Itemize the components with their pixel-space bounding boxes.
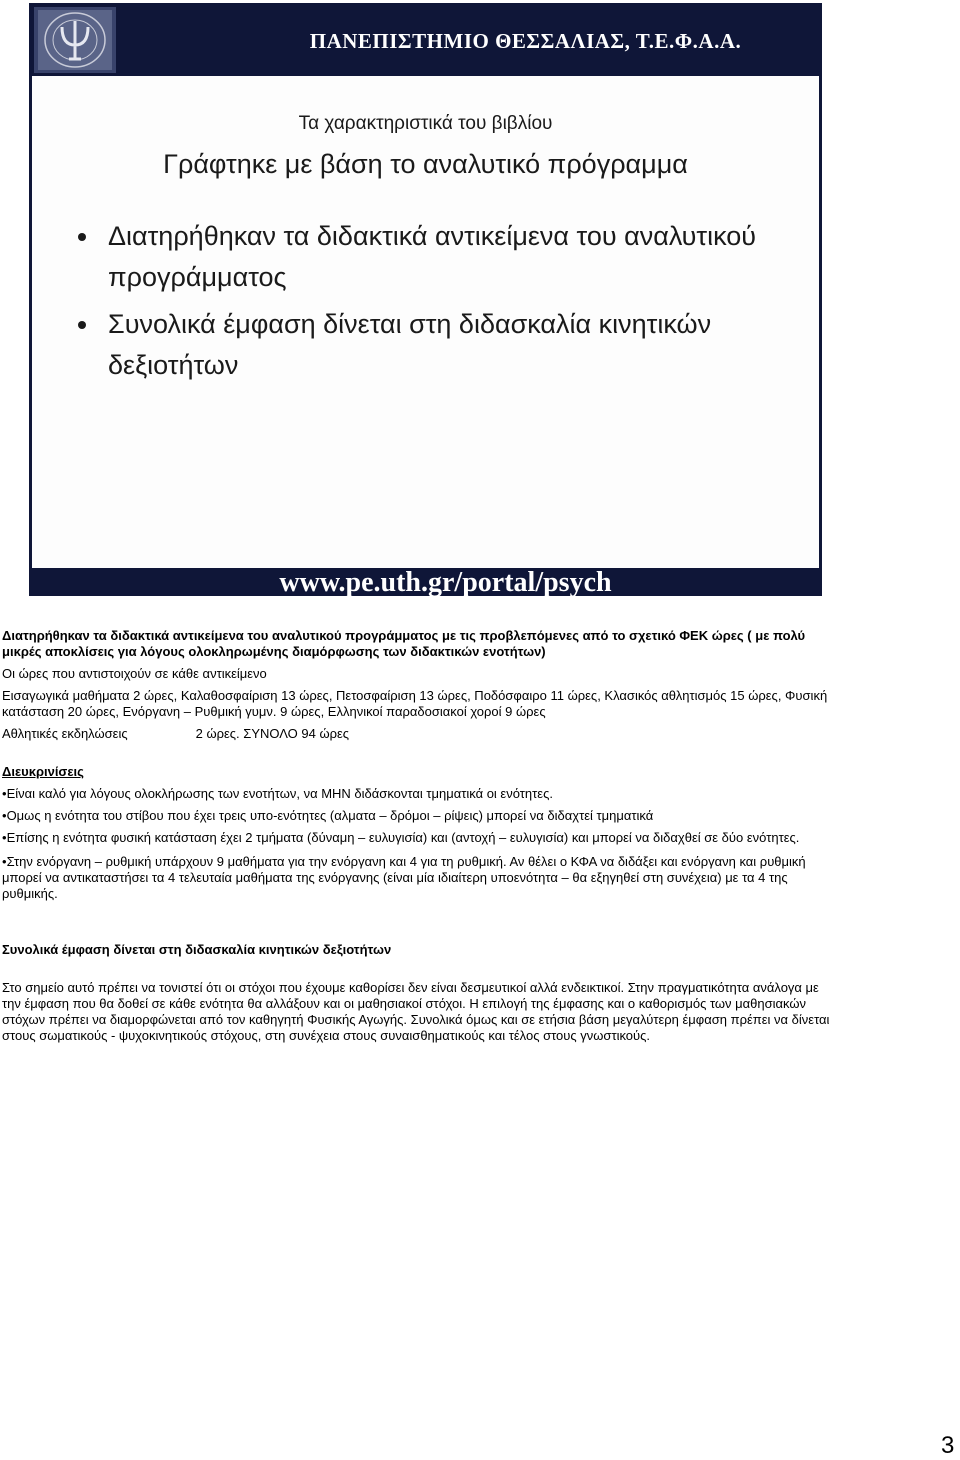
slide-subtitle: Τα χαρακτηριστικά του βιβλίου <box>298 113 553 134</box>
slide-bullet <box>78 304 798 386</box>
university-logo-icon <box>34 7 116 73</box>
slide-body <box>32 76 819 568</box>
slide-footer <box>29 567 822 599</box>
slide-header-title: ΠΑΝΕΠΙΣΤΗΜΙΟ ΘΕΣΣΑΛΙΑΣ, Τ.Ε.Φ.Α.Α. <box>309 29 742 53</box>
notes-intro: Διατηρήθηκαν τα διδακτικά αντικείμενα του αναλυτικού προγράμματος με τις προβλεπόμενες από το σχετικό ΦΕΚ ώρες ( με πολύ μικρές αποκλίσεις για λόγους ολοκληρωμένης διαμόρφωσης των διδακτικών ενοτήτων) <box>2 628 806 659</box>
notes-emphasis-title: Συνολικά έμφαση δίνεται στη διδασκαλία κινητικών δεξιοτήτων <box>2 942 392 957</box>
notes-clarifications-title: Διευκρινίσεις <box>2 764 84 779</box>
notes-hours-line: Οι ώρες που αντιστοιχούν σε κάθε αντικείμενο <box>2 666 267 681</box>
notes-events-hours: 2 ώρες. ΣΥΝΟΛΟ 94 ώρες <box>195 726 350 741</box>
notes-emphasis-text: Στο σημείο αυτό πρέπει να τονιστεί ότι οι στόχοι που έχουμε καθορίσει δεν είναι δεσμευτικοί αλλά ενδεικτικοί. Στην πραγματικότητα ανάλογα με την έμφαση που θα δοθεί σε κάθε ενότητα θα αλλάξουν και οι μαθησιακοί στόχοι. Η επιλογή της έμφασης και ο καθορισμός των μαθησιακών στόχων πρέπει να διαμορφώνεται από τον καθηγητή Φυσικής Αγωγής. Συνολικά όμως και σε ετήσια βάση μεγαλύτερη έμφαση πρέπει να δίνεται στους σωματικούς - ψυχοκινητικούς στόχους, στη συνέχεια στους συναισθηματικούς και τέλος στους γνωστικούς. <box>2 980 830 1043</box>
slide-frame <box>29 3 822 596</box>
page-number: 3 <box>941 1432 955 1459</box>
notes-clarification-item: • Στην ενόργανη – ρυθμική υπάρχουν 9 μαθήματα για την ενόργανη και 4 για τη ρυθμική. Αν θέλει ο ΚΦΑ να διδάξει και ενόργανη και ρυθμική μπορεί να αντικαταστήσει τα 4 τελευταία μαθήματα της ενόργανης (είναι μία ιδιαίτερη υποενότητα – θα εξηγηθεί στη συνέχεια) με τα 4 της ρυθμικής. <box>2 854 832 902</box>
notes-clarification-item: • Είναι καλό για λόγους ολοκλήρωσης των ενοτήτων, να ΜΗΝ διδάσκονται τμηματικά οι ενότητες. <box>2 786 832 802</box>
slide-bullet-text: Συνολικά έμφαση δίνεται στη διδασκαλία κινητικών δεξιοτήτων <box>108 309 712 380</box>
bullet-icon <box>78 233 86 241</box>
notes-clarification-item: • Ομως η ενότητα του στίβου που έχει τρεις υπο-ενότητες (αλματα – δρόμοι – ρίψεις) μπορεί να διδαχτεί τμηματικά <box>2 808 832 824</box>
slide-header <box>29 3 822 76</box>
slide-bullet-list <box>78 216 798 392</box>
slide-heading: Γράφτηκε με βάση το αναλυτικό πρόγραμμα <box>163 149 688 179</box>
slide-bullet-text: Διατηρήθηκαν τα διδακτικά αντικείμενα του αναλυτικού προγράμματος <box>108 221 757 292</box>
notes-subjects: Εισαγωγικά μαθήματα 2 ώρες, Καλαθοσφαίριση 13 ώρες, Πετοσφαίριση 13 ώρες, Ποδόσφαιρο 11 ώρες, Κλασικός αθλητισμός 15 ώρες, Φυσική κατάσταση 20 ώρες, Ενόργανη – Ρυθμική γυμν. 9 ώρες, Ελληνικοί παραδοσιακοί χοροί 9 ώρες <box>2 688 828 719</box>
slide-bullet <box>78 216 798 298</box>
notes-events-label: Αθλητικές εκδηλώσεις <box>2 726 128 741</box>
notes-clarification-item: • Επίσης η ενότητα φυσική κατάσταση έχει 2 τμήματα (δύναμη – ευλυγισία) και (αντοχή – ευλυγισία) και μπορεί να διδαχθεί σε δύο ενότητες. <box>2 830 832 846</box>
slide-footer-url: www.pe.uth.gr/portal/psych <box>279 567 612 598</box>
notes-events <box>2 726 832 742</box>
bullet-icon <box>78 321 86 329</box>
speaker-notes <box>2 628 832 1044</box>
